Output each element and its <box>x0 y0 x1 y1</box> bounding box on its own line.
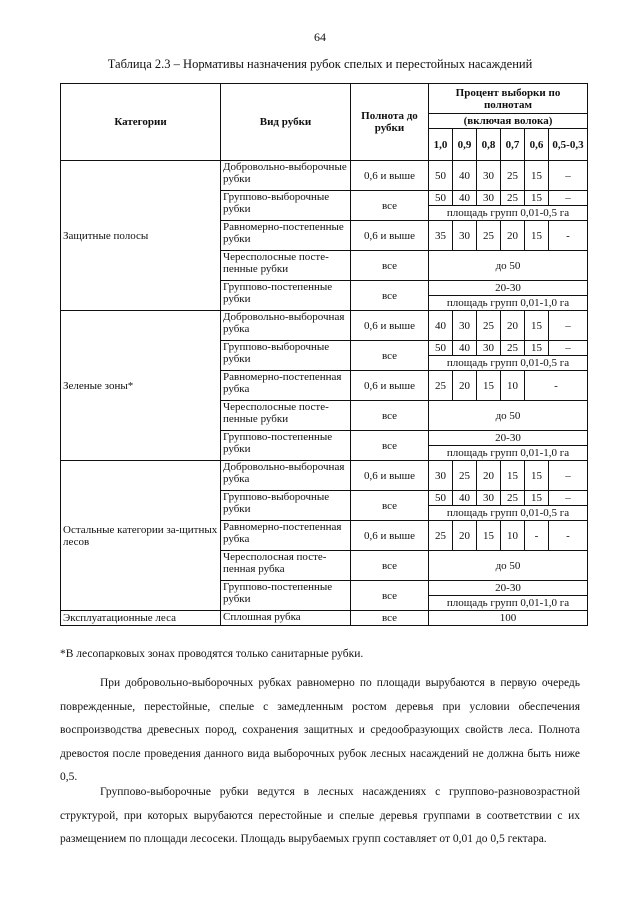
header-density-5: 0,5-0,3 <box>549 129 588 161</box>
density-cell: все <box>351 551 429 581</box>
header-percent: Процент выборки по полнотам <box>429 84 588 114</box>
value-cell: – <box>549 491 588 506</box>
density-cell: все <box>351 431 429 461</box>
value-cell: 40 <box>429 311 453 341</box>
value-cell: 30 <box>477 191 501 206</box>
value-cell: 30 <box>477 161 501 191</box>
group-area-note: площадь групп 0,01-1,0 га <box>429 296 588 311</box>
value-cell: – <box>549 341 588 356</box>
footnote: *В лесопарковых зонах проводятся только санитарные рубки. <box>60 648 364 660</box>
value-cell: 15 <box>501 461 525 491</box>
value-cell: 30 <box>453 311 477 341</box>
header-density-0: 1,0 <box>429 129 453 161</box>
value-cell: 15 <box>525 461 549 491</box>
value-cell: 15 <box>525 191 549 206</box>
header-density-4: 0,6 <box>525 129 549 161</box>
paragraph-1 <box>60 672 580 790</box>
merged-value-cell: 20-30 <box>429 581 588 596</box>
value-cell: – <box>549 191 588 206</box>
header-density-3: 0,7 <box>501 129 525 161</box>
merged-value-cell: 20-30 <box>429 431 588 446</box>
cut-type-cell: Равномерно-постепенная рубка <box>221 371 351 401</box>
table-row <box>61 461 588 491</box>
paragraph-1-text: При добровольно-выборочных рубках равномерно по площади вырубаются в первую очередь поврежденные, перестойные, спелые с замедленным ростом деревья при условии обеспечения воспроизводства древесных пород, сохранения защитных и средообразующих свойств леса. Полнота древостоя после проведения данного вида выборочных рубок лесных насаждений не должна быть ниже 0,5. <box>60 677 580 783</box>
value-cell: 40 <box>453 161 477 191</box>
value-cell: 15 <box>525 491 549 506</box>
value-cell: 15 <box>525 341 549 356</box>
cut-type-cell: Чересполосная посте-пенная рубка <box>221 551 351 581</box>
category-cell: Защитные полосы <box>61 161 221 311</box>
density-cell: 0,6 и выше <box>351 521 429 551</box>
value-cell: 20 <box>453 371 477 401</box>
merged-value-cell: до 50 <box>429 551 588 581</box>
value-cell: 20 <box>501 311 525 341</box>
density-cell: 0,6 и выше <box>351 461 429 491</box>
value-cell: 15 <box>525 221 549 251</box>
category-cell: Зеленые зоны* <box>61 311 221 461</box>
density-cell: все <box>351 341 429 371</box>
density-cell: все <box>351 581 429 611</box>
cut-type-cell: Равномерно-постепенная рубка <box>221 521 351 551</box>
cut-type-cell: Равномерно-постепенные рубки <box>221 221 351 251</box>
value-cell: – <box>549 161 588 191</box>
value-cell: 25 <box>501 161 525 191</box>
paragraph-2 <box>60 781 580 852</box>
value-cell: - <box>549 521 588 551</box>
value-cell: 20 <box>501 221 525 251</box>
value-cell: 20 <box>453 521 477 551</box>
cut-type-cell: Чересполосные посте-пенные рубки <box>221 251 351 281</box>
cut-type-cell: Добровольно-выборочная рубка <box>221 311 351 341</box>
group-area-note: площадь групп 0,01-0,5 га <box>429 506 588 521</box>
cut-type-cell: Группово-постепенные рубки <box>221 281 351 311</box>
merged-value-cell: до 50 <box>429 401 588 431</box>
value-cell: 10 <box>501 521 525 551</box>
value-cell: 25 <box>477 221 501 251</box>
value-cell: - <box>549 221 588 251</box>
header-percent-note: (включая волока) <box>429 114 588 129</box>
value-cell: - <box>525 521 549 551</box>
header-category: Категории <box>61 84 221 161</box>
norms-table <box>60 83 588 626</box>
density-cell: 0,6 и выше <box>351 161 429 191</box>
table-row <box>61 161 588 191</box>
cut-type-cell: Группово-постепенные рубки <box>221 581 351 611</box>
group-area-note: площадь групп 0,01-0,5 га <box>429 206 588 221</box>
header-density: Полнота до рубки <box>351 84 429 161</box>
value-cell: 15 <box>477 371 501 401</box>
table-caption: Таблица 2.3 – Нормативы назначения рубок спелых и перестойных насаждений <box>107 57 533 71</box>
cut-type-cell: Группово-выборочные рубки <box>221 341 351 371</box>
density-cell: 0,6 и выше <box>351 371 429 401</box>
density-cell: все <box>351 401 429 431</box>
cut-type-cell: Группово-постепенные рубки <box>221 431 351 461</box>
value-cell: 25 <box>501 341 525 356</box>
category-cell: Эксплуатационные леса <box>61 611 221 626</box>
value-cell: 25 <box>429 371 453 401</box>
density-cell: все <box>351 491 429 521</box>
table-row <box>61 311 588 341</box>
value-cell: 15 <box>477 521 501 551</box>
merged-value-cell: 100 <box>429 611 588 626</box>
value-cell: 50 <box>429 191 453 206</box>
density-cell: 0,6 и выше <box>351 221 429 251</box>
paragraph-2-text: Группово-выборочные рубки ведутся в лесных насаждениях с группово-разновозрастной структурой, при которых вырубаются перестойные и спелые деревья группами в соответствии с их размещением по площади лесосеки. Площадь вырубаемых групп составляет от 0,01 до 0,5 гектара. <box>60 786 580 845</box>
cut-type-cell: Сплошная рубка <box>221 611 351 626</box>
cut-type-cell: Добровольно-выборочные рубки <box>221 161 351 191</box>
value-cell: 30 <box>477 341 501 356</box>
cut-type-cell: Группово-выборочные рубки <box>221 191 351 221</box>
value-cell: 50 <box>429 341 453 356</box>
value-cell: 10 <box>501 371 525 401</box>
value-cell: 25 <box>477 311 501 341</box>
density-cell: 0,6 и выше <box>351 311 429 341</box>
value-cell: 20 <box>477 461 501 491</box>
group-area-note: площадь групп 0,01-1,0 га <box>429 446 588 461</box>
value-cell: 30 <box>453 221 477 251</box>
group-area-note: площадь групп 0,01-0,5 га <box>429 356 588 371</box>
table-row <box>61 611 588 626</box>
value-cell: 30 <box>477 491 501 506</box>
value-cell: 50 <box>429 491 453 506</box>
header-cut-type: Вид рубки <box>221 84 351 161</box>
density-cell: все <box>351 251 429 281</box>
cut-type-cell: Чересполосные посте-пенные рубки <box>221 401 351 431</box>
cut-type-cell: Добровольно-выборочная рубка <box>221 461 351 491</box>
page-number: 64 <box>314 30 326 44</box>
density-cell: все <box>351 281 429 311</box>
header-density-1: 0,9 <box>453 129 477 161</box>
value-cell: 25 <box>429 521 453 551</box>
density-cell: все <box>351 191 429 221</box>
value-cell: – <box>549 461 588 491</box>
merged-value-cell: 20-30 <box>429 281 588 296</box>
value-cell: 35 <box>429 221 453 251</box>
category-cell: Остальные категории за-щитных лесов <box>61 461 221 611</box>
value-cell: 50 <box>429 161 453 191</box>
group-area-note: площадь групп 0,01-1,0 га <box>429 596 588 611</box>
density-cell: все <box>351 611 429 626</box>
value-cell: - <box>525 371 588 401</box>
merged-value-cell: до 50 <box>429 251 588 281</box>
header-density-2: 0,8 <box>477 129 501 161</box>
value-cell: 15 <box>525 161 549 191</box>
value-cell: 30 <box>429 461 453 491</box>
value-cell: 40 <box>453 491 477 506</box>
value-cell: – <box>549 311 588 341</box>
value-cell: 15 <box>525 311 549 341</box>
value-cell: 25 <box>501 491 525 506</box>
cut-type-cell: Группово-выборочные рубки <box>221 491 351 521</box>
value-cell: 40 <box>453 341 477 356</box>
value-cell: 25 <box>453 461 477 491</box>
value-cell: 40 <box>453 191 477 206</box>
value-cell: 25 <box>501 191 525 206</box>
